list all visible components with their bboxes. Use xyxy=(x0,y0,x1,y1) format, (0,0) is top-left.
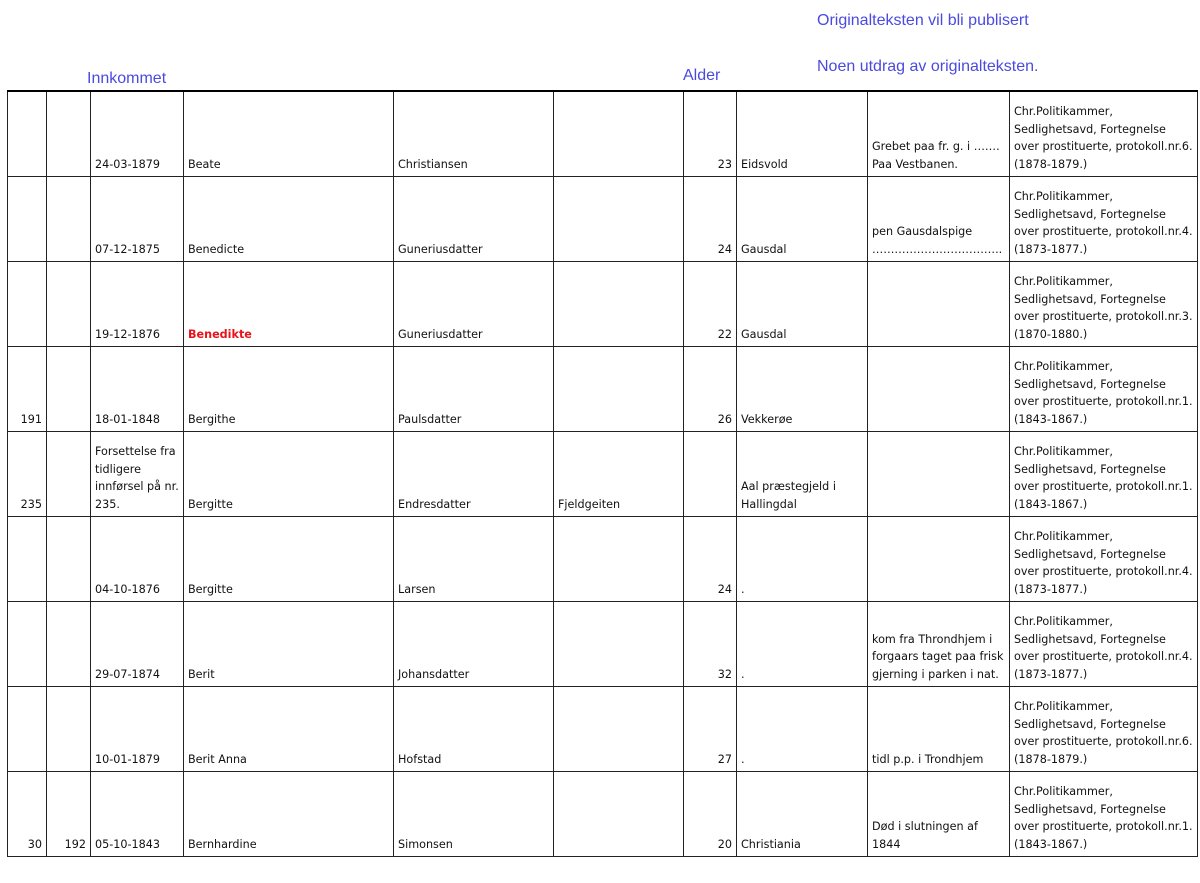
cell-nr2: 192 xyxy=(47,771,91,856)
cell-age: 23 xyxy=(684,91,737,176)
cell-date: 05-10-1843 xyxy=(91,771,184,856)
cell-place: . xyxy=(737,686,868,771)
cell-last-name: Christiansen xyxy=(394,91,554,176)
cell-source: Chr.Politikammer, Sedlighetsavd, Fortegnelse over prostituerte, protokoll.nr.4.(1873-1877.) xyxy=(1010,601,1198,686)
table-row xyxy=(8,91,1198,176)
cell-date: 04-10-1876 xyxy=(91,516,184,601)
cell-place: Gausdal xyxy=(737,261,868,346)
cell-first-name: Berit Anna xyxy=(184,686,394,771)
cell-first-name: Bergithe xyxy=(184,346,394,431)
cell-alias xyxy=(554,176,684,261)
header-innkommet: Innkommet xyxy=(87,70,167,87)
cell-last-name: Guneriusdatter xyxy=(394,261,554,346)
cell-nr1 xyxy=(8,91,47,176)
cell-place: . xyxy=(737,516,868,601)
cell-last-name: Guneriusdatter xyxy=(394,176,554,261)
cell-date: 07-12-1875 xyxy=(91,176,184,261)
cell-first-name: Bergitte xyxy=(184,516,394,601)
cell-source: Chr.Politikammer, Sedlighetsavd, Fortegnelse over prostituerte, protokoll.nr.4.(1873-1877.) xyxy=(1010,176,1198,261)
cell-nr1 xyxy=(8,261,47,346)
cell-age: 24 xyxy=(684,516,737,601)
cell-source: Chr.Politikammer, Sedlighetsavd, Fortegnelse over prostituerte, protokoll.nr.1.(1843-1867.) xyxy=(1010,431,1198,516)
cell-last-name: Johansdatter xyxy=(394,601,554,686)
cell-alias xyxy=(554,261,684,346)
header-excerpt-note: Noen utdrag av originalteksten. xyxy=(817,58,1039,75)
cell-nr2 xyxy=(47,516,91,601)
cell-age: 32 xyxy=(684,601,737,686)
cell-first-name: Benedicte xyxy=(184,176,394,261)
cell-alias xyxy=(554,91,684,176)
cell-alias xyxy=(554,686,684,771)
cell-date: 29-07-1874 xyxy=(91,601,184,686)
cell-nr2 xyxy=(47,176,91,261)
cell-first-name: Berit xyxy=(184,601,394,686)
cell-note: tidl p.p. i Trondhjem xyxy=(868,686,1010,771)
cell-nr1: 235 xyxy=(8,431,47,516)
cell-age: 27 xyxy=(684,686,737,771)
cell-note: Død i slutningen af 1844 xyxy=(868,771,1010,856)
cell-source: Chr.Politikammer, Sedlighetsavd, Fortegnelse over prostituerte, protokoll.nr.1.(1843-1867.) xyxy=(1010,771,1198,856)
cell-nr2 xyxy=(47,431,91,516)
cell-nr1 xyxy=(8,516,47,601)
cell-nr1: 30 xyxy=(8,771,47,856)
cell-last-name: Larsen xyxy=(394,516,554,601)
register-table xyxy=(7,90,1198,857)
cell-source: Chr.Politikammer, Sedlighetsavd, Fortegnelse over prostituerte, protokoll.nr.6.(1878-1879.) xyxy=(1010,91,1198,176)
cell-date: 10-01-1879 xyxy=(91,686,184,771)
register-body xyxy=(8,91,1198,856)
cell-first-name: Bergitte xyxy=(184,431,394,516)
cell-nr2 xyxy=(47,686,91,771)
cell-last-name: Paulsdatter xyxy=(394,346,554,431)
cell-note xyxy=(868,516,1010,601)
header-publish-note: Originalteksten vil bli publisert xyxy=(817,12,1029,29)
cell-age: 20 xyxy=(684,771,737,856)
cell-note xyxy=(868,261,1010,346)
cell-date: Forsettelse fra tidligere innførsel på nr. 235. xyxy=(91,431,184,516)
table-row xyxy=(8,601,1198,686)
cell-place: Christiania xyxy=(737,771,868,856)
cell-nr2 xyxy=(47,601,91,686)
cell-date: 18-01-1848 xyxy=(91,346,184,431)
cell-nr2 xyxy=(47,261,91,346)
cell-place: Gausdal xyxy=(737,176,868,261)
cell-place: Eidsvold xyxy=(737,91,868,176)
cell-nr1 xyxy=(8,176,47,261)
table-row xyxy=(8,261,1198,346)
cell-note: pen Gausdalspige …………………………….. xyxy=(868,176,1010,261)
table-row xyxy=(8,771,1198,856)
cell-source: Chr.Politikammer, Sedlighetsavd, Fortegnelse over prostituerte, protokoll.nr.6.(1878-1879.) xyxy=(1010,686,1198,771)
cell-age: 22 xyxy=(684,261,737,346)
cell-note: Grebet paa fr. g. i ……. Paa Vestbanen. xyxy=(868,91,1010,176)
cell-last-name: Simonsen xyxy=(394,771,554,856)
cell-nr2 xyxy=(47,91,91,176)
cell-note: kom fra Throndhjem i forgaars taget paa frisk gjerning i parken i nat. xyxy=(868,601,1010,686)
cell-place: Vekkerøe xyxy=(737,346,868,431)
table-row xyxy=(8,176,1198,261)
cell-source: Chr.Politikammer, Sedlighetsavd, Fortegnelse over prostituerte, protokoll.nr.4.(1873-1877.) xyxy=(1010,516,1198,601)
cell-first-name: Beate xyxy=(184,91,394,176)
table-row xyxy=(8,516,1198,601)
cell-alias: Fjeldgeiten xyxy=(554,431,684,516)
cell-nr1 xyxy=(8,686,47,771)
cell-nr2 xyxy=(47,346,91,431)
cell-source: Chr.Politikammer, Sedlighetsavd, Fortegnelse over prostituerte, protokoll.nr.3.(1870-1880.) xyxy=(1010,261,1198,346)
cell-age: 24 xyxy=(684,176,737,261)
cell-alias xyxy=(554,516,684,601)
cell-source: Chr.Politikammer, Sedlighetsavd, Fortegnelse over prostituerte, protokoll.nr.1.(1843-1867.) xyxy=(1010,346,1198,431)
cell-first-name: Benedikte xyxy=(184,261,394,346)
cell-alias xyxy=(554,601,684,686)
cell-place: Aal præstegjeld i Hallingdal xyxy=(737,431,868,516)
cell-nr1: 191 xyxy=(8,346,47,431)
cell-alias xyxy=(554,771,684,856)
cell-last-name: Hofstad xyxy=(394,686,554,771)
cell-note xyxy=(868,431,1010,516)
header-alder: Alder xyxy=(683,67,721,84)
table-row xyxy=(8,346,1198,431)
table-row xyxy=(8,431,1198,516)
cell-place: . xyxy=(737,601,868,686)
cell-last-name: Endresdatter xyxy=(394,431,554,516)
cell-date: 24-03-1879 xyxy=(91,91,184,176)
cell-age xyxy=(684,431,737,516)
cell-first-name: Bernhardine xyxy=(184,771,394,856)
cell-age: 26 xyxy=(684,346,737,431)
cell-note xyxy=(868,346,1010,431)
cell-alias xyxy=(554,346,684,431)
cell-date: 19-12-1876 xyxy=(91,261,184,346)
cell-nr1 xyxy=(8,601,47,686)
table-row xyxy=(8,686,1198,771)
